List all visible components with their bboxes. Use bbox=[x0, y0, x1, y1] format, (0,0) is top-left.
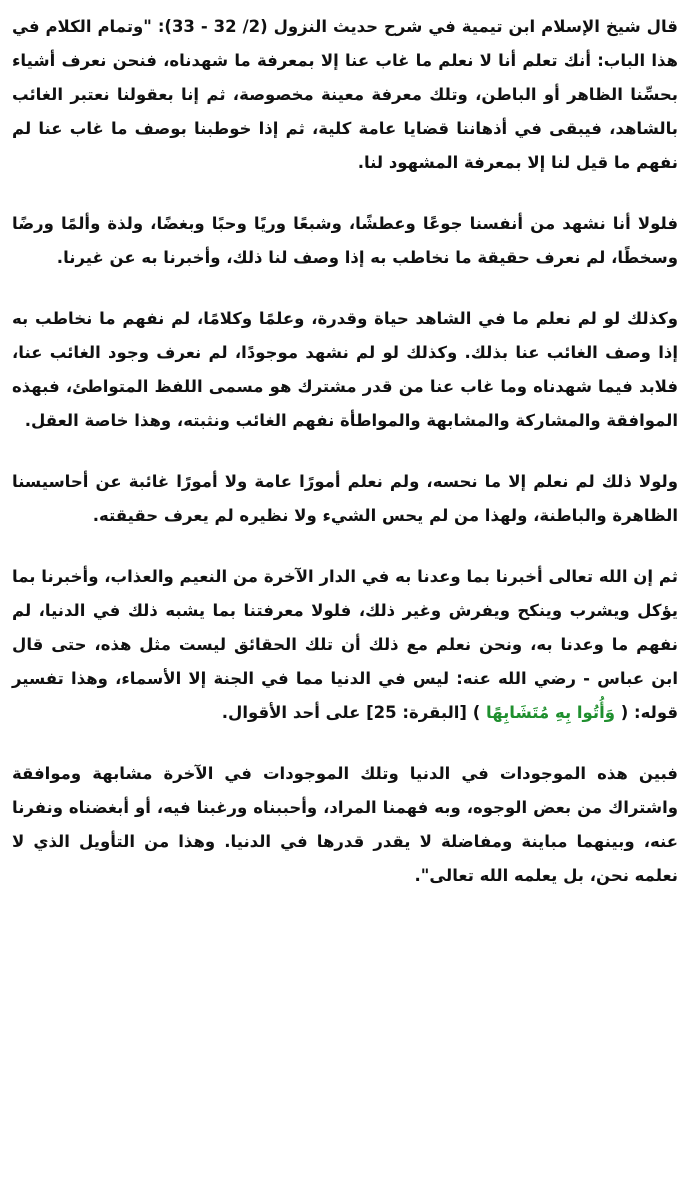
paragraph-5-text-before: ثم إن الله تعالى أخبرنا بما وعدنا به في الدار الآخرة من النعيم والعذاب، وأخبرنا بما يؤكل ويشرب وينكح ويفرش وغير ذلك، فلولا معرفتنا بما يشبه ذلك في الدنيا، لم نفهم ما وعدنا به، ونحن نعلم مع ذلك أن تلك الحقائق ليست مثل هذه، حتى قال ابن عباس - رضي الله عنه: ليس في الدنيا مما في الجنة إلا الأسماء، وهذا تفسير قوله: ( bbox=[12, 567, 678, 722]
paragraph-2: فلولا أنا نشهد من أنفسنا جوعًا وعطشًا، وشبعًا وريًا وحبًا وبغضًا، ولذة وألمًا ورضًا وسخطًا، لم نعرف حقيقة ما نخاطب به إذا وصف لنا ذلك، وأخبرنا به عن غيرنا. bbox=[12, 214, 678, 267]
paragraph-5 bbox=[12, 560, 678, 730]
paragraph-5-text-after: ) [البقرة: 25] على أحد الأقوال. bbox=[221, 703, 481, 722]
paragraph-4: ولولا ذلك لم نعلم إلا ما نحسه، ولم نعلم أمورًا عامة ولا أمورًا غائبة عن أحاسيسنا الظاهرة والباطنة، ولهذا من لم يحس الشيء ولا نظيره لم يعرف حقيقته. bbox=[12, 472, 678, 525]
paragraph-1: قال شيخ الإسلام ابن تيمية في شرح حديث النزول (2/ 32 - 33): "وتمام الكلام في هذا الباب: أنك تعلم أنا لا نعلم ما غاب عنا إلا بمعرفة ما شهدناه، فنحن نعرف أشياء بحسِّنا الظاهر أو الباطن، وتلك معرفة معينة مخصوصة، ثم إنا بعقولنا نعتبر الغائب بالشاهد، فيبقى في أذهاننا قضايا عامة كلية، ثم إذا خوطبنا بوصف ما غاب عنا لم نفهم ما قيل لنا إلا بمعرفة المشهود لنا. bbox=[12, 17, 678, 172]
paragraph-6: فبين هذه الموجودات في الدنيا وتلك الموجودات في الآخرة مشابهة وموافقة واشتراك من بعض الوجوه، وبه فهمنا المراد، وأحببناه ورغبنا فيه، أو أبغضناه ونفرنا عنه، وبينهما مباينة ومفاضلة لا يقدر قدرها في الدنيا. وهذا من التأويل الذي لا نعلمه نحن، بل يعلمه الله تعالى". bbox=[12, 764, 678, 885]
paragraph-3: وكذلك لو لم نعلم ما في الشاهد حياة وقدرة، وعلمًا وكلامًا، لم نفهم ما نخاطب به إذا وصف الغائب عنا بذلك. وكذلك لو لم نشهد موجودًا، لم نعرف وجود الغائب عنا، فلابد فيما شهدناه وما غاب عنا من قدر مشترك هو مسمى اللفظ المتواطئ، فبهذه الموافقة والمشاركة والمشابهة والمواطأة نفهم الغائب ونثبته، وهذا خاصة العقل. bbox=[12, 309, 678, 430]
quran-verse: وَأُتُوا بِهِ مُتَشَابِهًا bbox=[480, 703, 621, 722]
